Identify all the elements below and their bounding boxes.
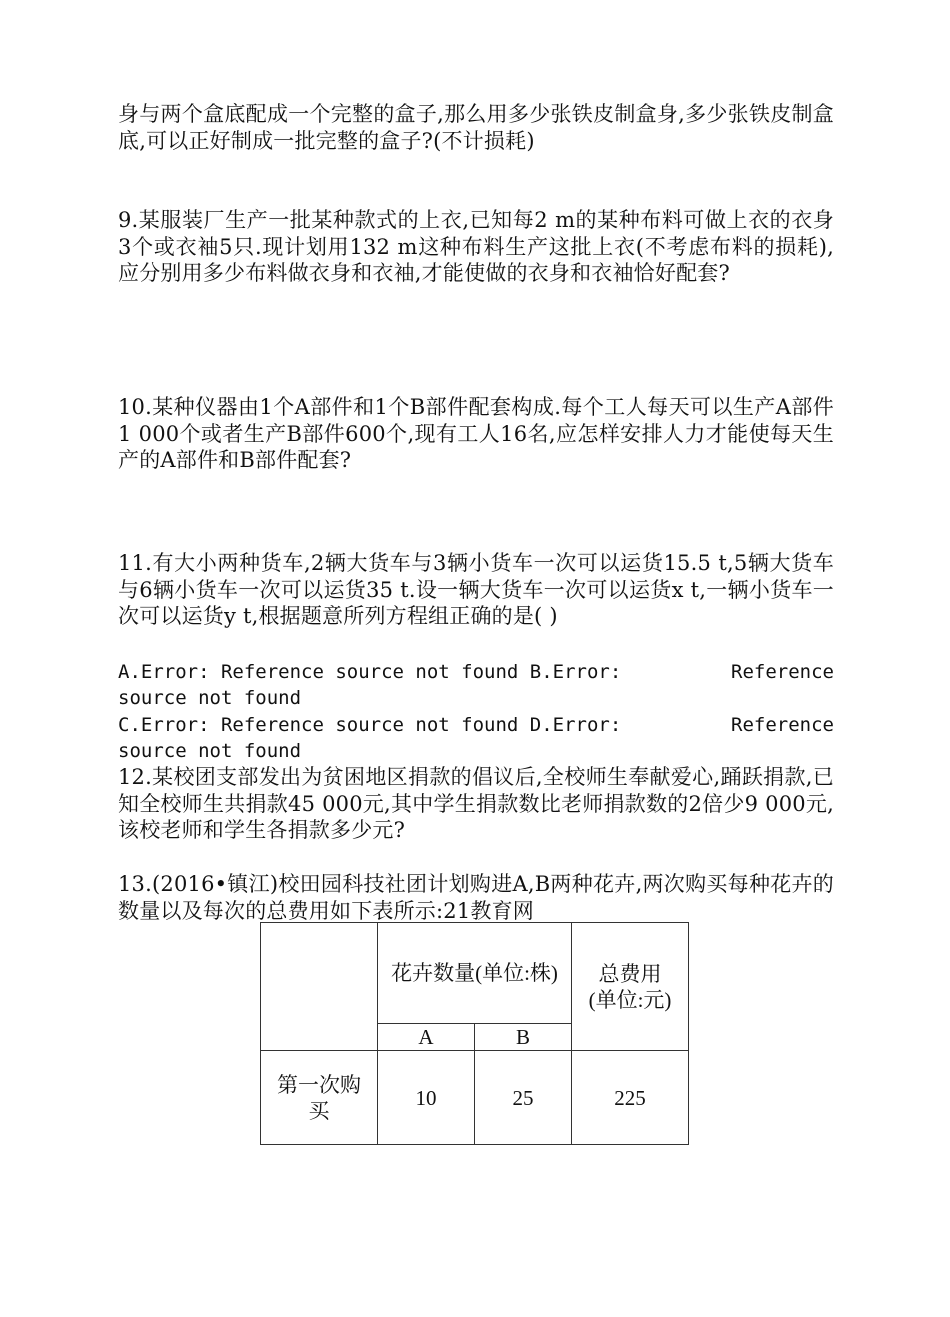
option-ab-text: A.Error: Reference source not found B.Error: [118,661,622,683]
row1-b-value: 25 [475,1051,572,1145]
row1-a-value: 10 [378,1051,475,1145]
problem-9: 9.某服装厂生产一批某种款式的上衣,已知每2 m的某种布料可做上衣的衣身3个或衣袖5只.现计划用132 m这种布料生产这批上衣(不考虑布料的损耗),应分别用多少布料做衣身和衣袖,才能使做的衣身和衣袖恰好配套? [118,208,834,285]
option-cd-right: Reference [731,714,834,736]
table-corner-cell [261,923,378,1051]
problem-8-continued: 身与两个盒底配成一个完整的盒子,那么用多少张铁皮制盒身,多少张铁皮制盒底,可以正好制成一批完整的盒子?(不计损耗) [118,102,834,153]
header-col-a: A [378,1024,475,1051]
option-ab-right: Reference [731,661,834,683]
problem-12: 12.某校团支部发出为贫困地区捐款的倡议后,全校师生奉献爱心,踊跃捐款,已知全校师生共捐款45 000元,其中学生捐款数比老师捐款数的2倍少9 000元,该校老师和学生各捐款多少元? [118,765,834,842]
row1-label-line2: 买 [308,1098,330,1123]
option-cd-line [118,712,834,739]
problem-10: 10.某种仪器由1个A部件和1个B部件配套构成.每个工人每天可以生产A部件1 000个或者生产B部件600个,现有工人16名,应怎样安排人力才能使每天生产的A部件和B部件配套? [118,395,834,472]
header-total [572,923,689,1051]
table-row [261,1051,689,1145]
header-col-b: B [475,1024,572,1051]
option-ab-line [118,659,834,686]
option-cd-text: C.Error: Reference source not found D.Error: [118,714,622,736]
row1-label-line1: 第一次购 [277,1072,361,1097]
problem-13: 13.(2016•镇江)校田园科技社团计划购进A,B两种花卉,两次购买每种花卉的数量以及每次的总费用如下表所示:21教育网 [118,872,834,923]
option-ab-cont: source not found [118,687,302,709]
flower-purchase-table [260,922,689,1145]
header-total-line2: (单位:元) [588,987,672,1012]
header-quantity: 花卉数量(单位:株) [378,923,572,1024]
row1-label [261,1051,378,1145]
option-cd-cont: source not found [118,740,302,762]
problem-11: 11.有大小两种货车,2辆大货车与3辆小货车一次可以运货15.5 t,5辆大货车与6辆小货车一次可以运货35 t.设一辆大货车一次可以运货x t,一辆小货车一次可以运货y t,根据题意所列方程组正确的是( ) [118,551,834,628]
header-total-line1: 总费用 [598,961,662,986]
row1-total-value: 225 [572,1051,689,1145]
